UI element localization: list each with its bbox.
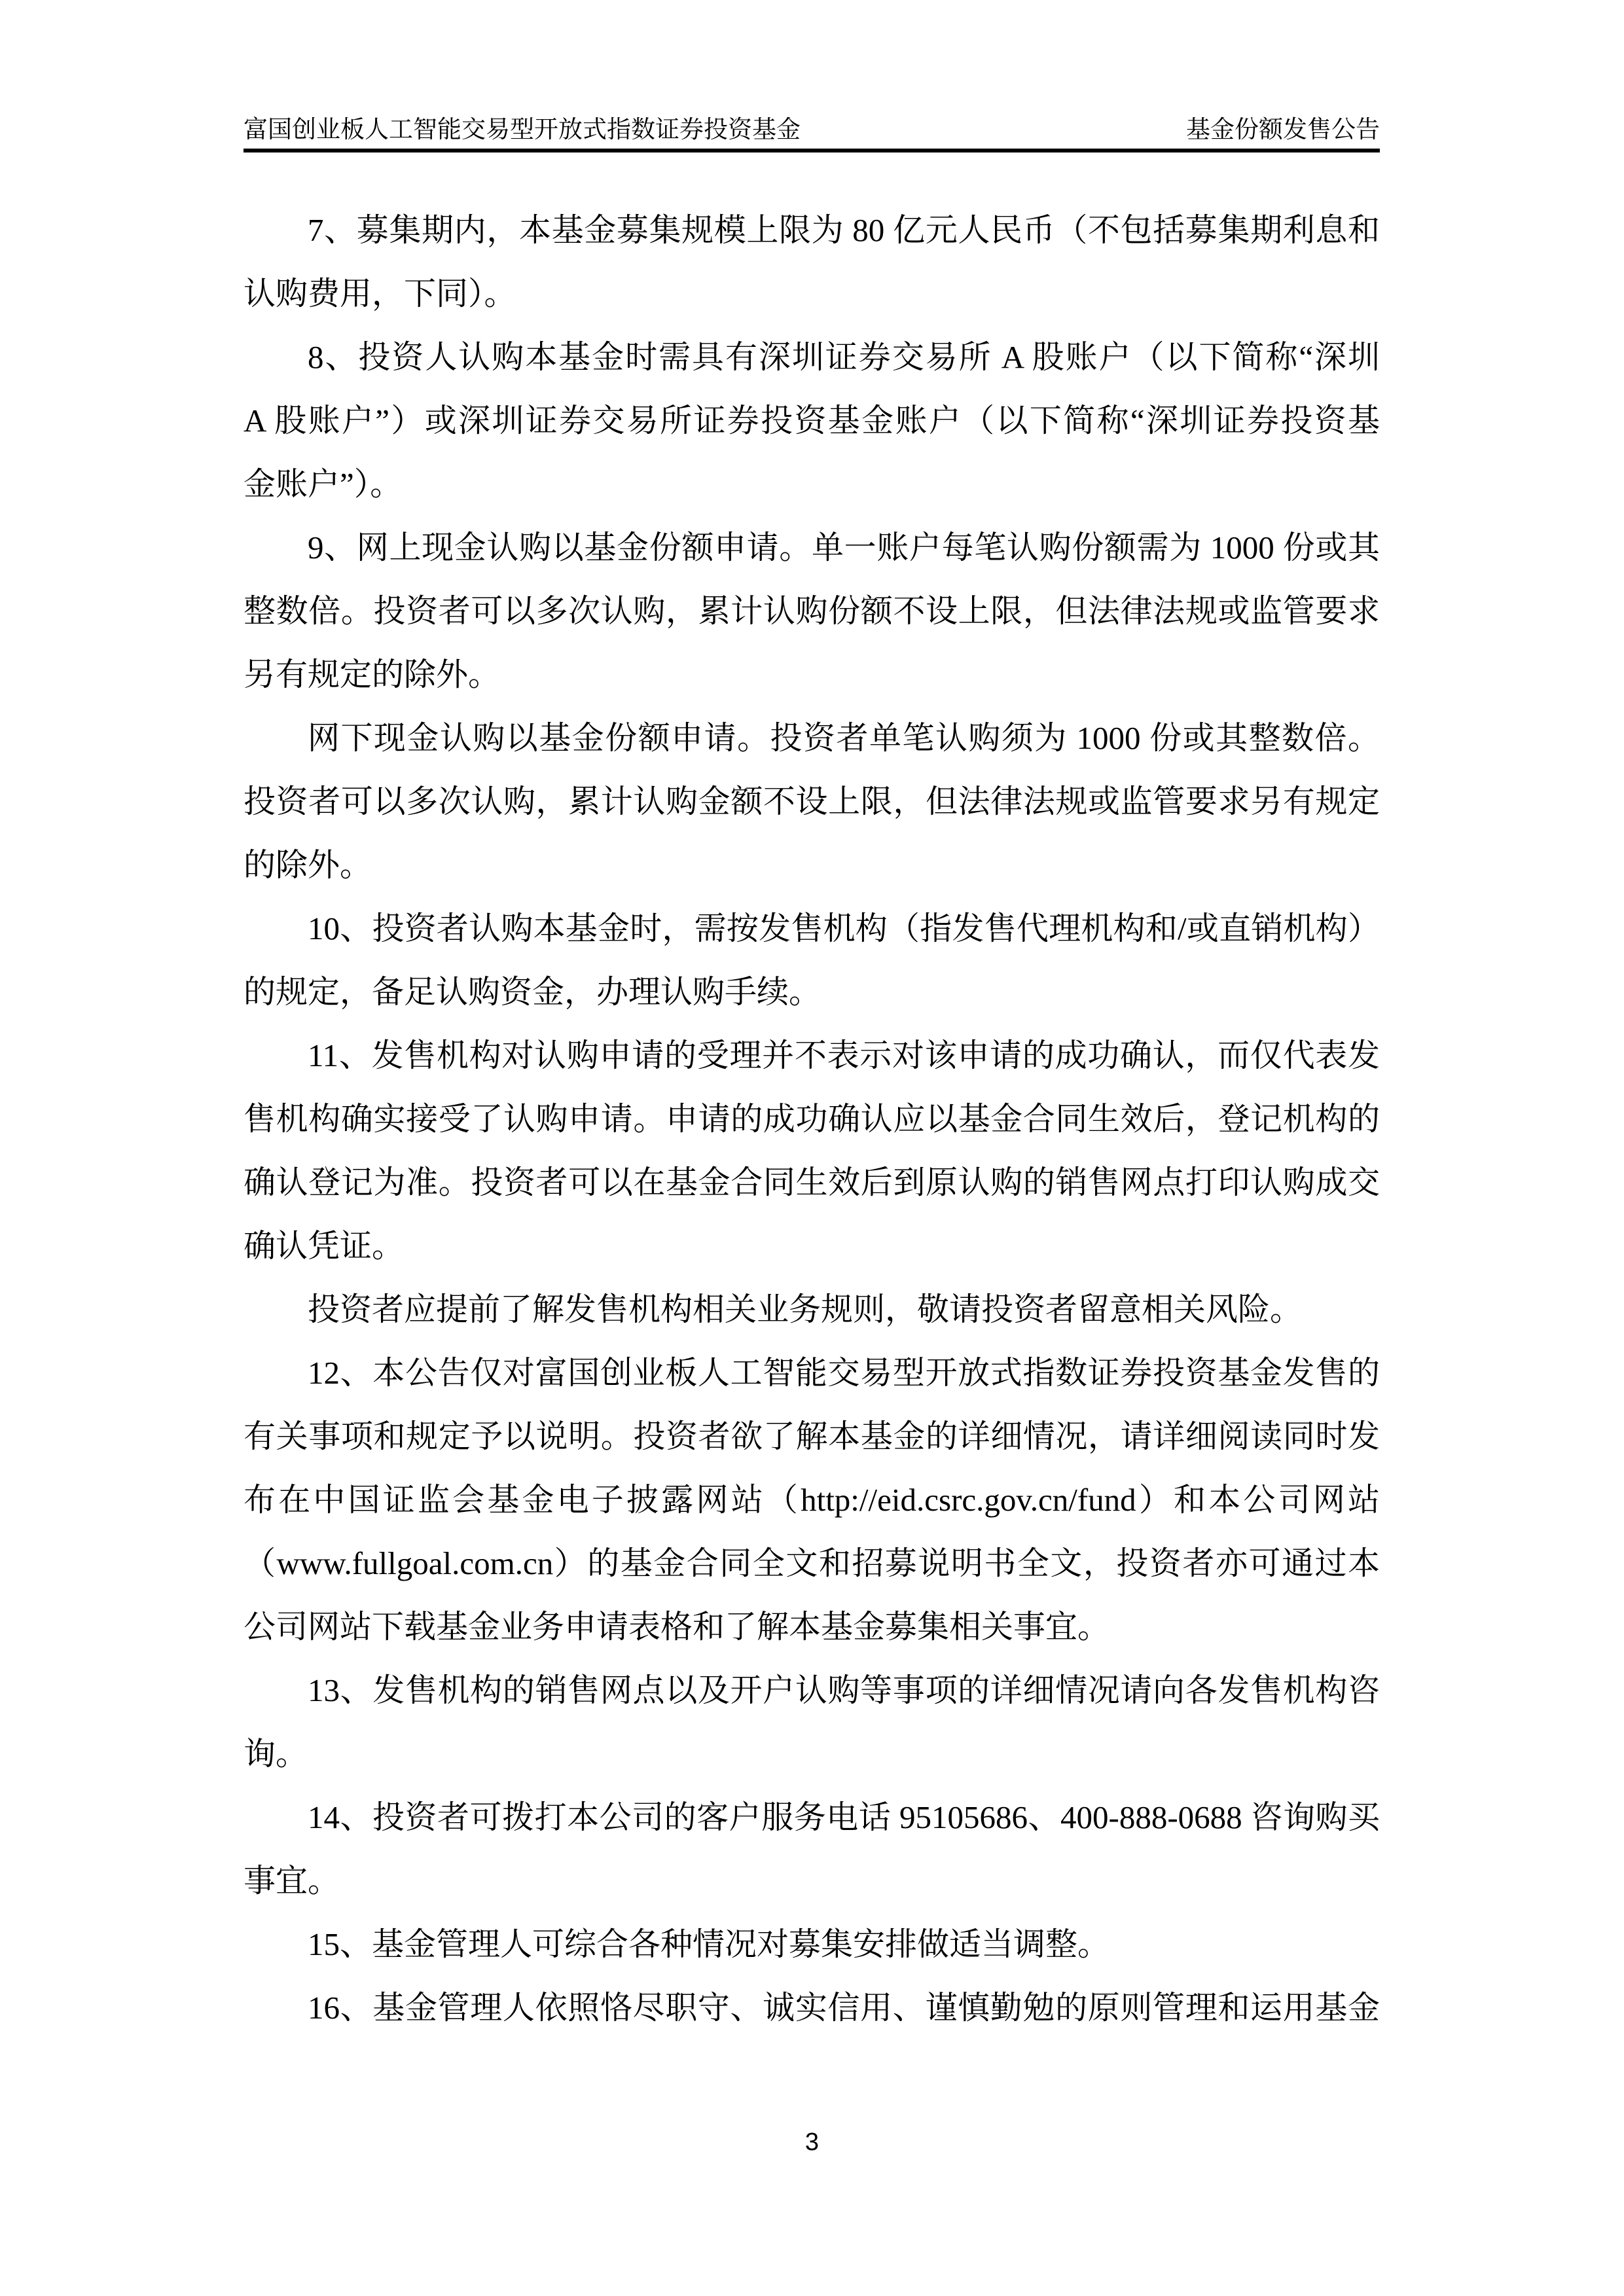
body-line: 12、本公告仅对富国创业板人工智能交易型开放式指数证券投资基金发售的 bbox=[308, 1355, 1380, 1391]
body-line: 售机构确实接受了认购申请。申请的成功确认应以基金合同生效后，登记机构的 bbox=[244, 1101, 1380, 1137]
body-line: 确认凭证。 bbox=[244, 1228, 405, 1264]
body-line: 认购费用，下同）。 bbox=[244, 276, 516, 312]
body-line: 16、基金管理人依照恪尽职守、诚实信用、谨慎勤勉的原则管理和运用基金 bbox=[308, 1990, 1380, 2026]
body-line: A 股账户”）或深圳证券交易所证券投资基金账户（以下简称“深圳证券投资基 bbox=[244, 403, 1380, 439]
body-line: 网下现金认购以基金份额申请。投资者单笔认购须为 1000 份或其整数倍。 bbox=[308, 720, 1380, 756]
header-fund-name: 富国创业板人工智能交易型开放式指数证券投资基金 bbox=[244, 117, 801, 143]
header-doc-type: 基金份额发售公告 bbox=[1186, 117, 1380, 143]
body-line: 13、发售机构的销售网点以及开户认购等事项的详细情况请向各发售机构咨 bbox=[308, 1672, 1380, 1708]
body-line: 10、投资者认购本基金时，需按发售机构（指发售代理机构和/或直销机构） bbox=[308, 910, 1380, 946]
body-line: 另有规定的除外。 bbox=[244, 656, 501, 692]
page-header bbox=[244, 115, 1380, 145]
body-line: （www.fullgoal.com.cn）的基金合同全文和招募说明书全文，投资者亦可通过本 bbox=[244, 1545, 1380, 1581]
header-rule bbox=[244, 149, 1380, 152]
page-number: 3 bbox=[804, 2128, 820, 2156]
body-line: 金账户”）。 bbox=[244, 466, 403, 502]
body-line: 公司网站下载基金业务申请表格和了解本基金募集相关事宜。 bbox=[244, 1609, 1110, 1645]
body-line: 有关事项和规定予以说明。投资者欲了解本基金的详细情况，请详细阅读同时发 bbox=[244, 1418, 1380, 1454]
body-line: 8、投资人认购本基金时需具有深圳证券交易所 A 股账户（以下简称“深圳 bbox=[308, 339, 1380, 375]
document-body bbox=[244, 198, 1380, 2039]
body-line: 布在中国证监会基金电子披露网站（http://eid.csrc.gov.cn/fund）和本公司网站 bbox=[244, 1482, 1380, 1518]
body-line: 询。 bbox=[244, 1736, 308, 1772]
body-line: 15、基金管理人可综合各种情况对募集安排做适当调整。 bbox=[308, 1926, 1110, 1962]
body-line: 整数倍。投资者可以多次认购，累计认购份额不设上限，但法律法规或监管要求 bbox=[244, 593, 1380, 629]
body-line: 的规定，备足认购资金，办理认购手续。 bbox=[244, 974, 821, 1010]
body-line: 投资者可以多次认购，累计认购金额不设上限，但法律法规或监管要求另有规定 bbox=[244, 783, 1380, 819]
body-line: 11、发售机构对认购申请的受理并不表示对该申请的成功确认，而仅代表发 bbox=[308, 1037, 1380, 1073]
body-line: 7、募集期内，本基金募集规模上限为 80 亿元人民币（不包括募集期利息和 bbox=[308, 212, 1380, 248]
body-line: 的除外。 bbox=[244, 847, 372, 883]
body-line: 投资者应提前了解发售机构相关业务规则，敬请投资者留意相关风险。 bbox=[308, 1291, 1303, 1327]
body-line: 事宜。 bbox=[244, 1863, 340, 1899]
body-line: 确认登记为准。投资者可以在基金合同生效后到原认购的销售网点打印认购成交 bbox=[244, 1164, 1380, 1200]
body-line: 9、网上现金认购以基金份额申请。单一账户每笔认购份额需为 1000 份或其 bbox=[308, 529, 1380, 565]
body-line: 14、投资者可拨打本公司的客户服务电话 95105686、400-888-0688 咨询购买 bbox=[308, 1799, 1380, 1835]
